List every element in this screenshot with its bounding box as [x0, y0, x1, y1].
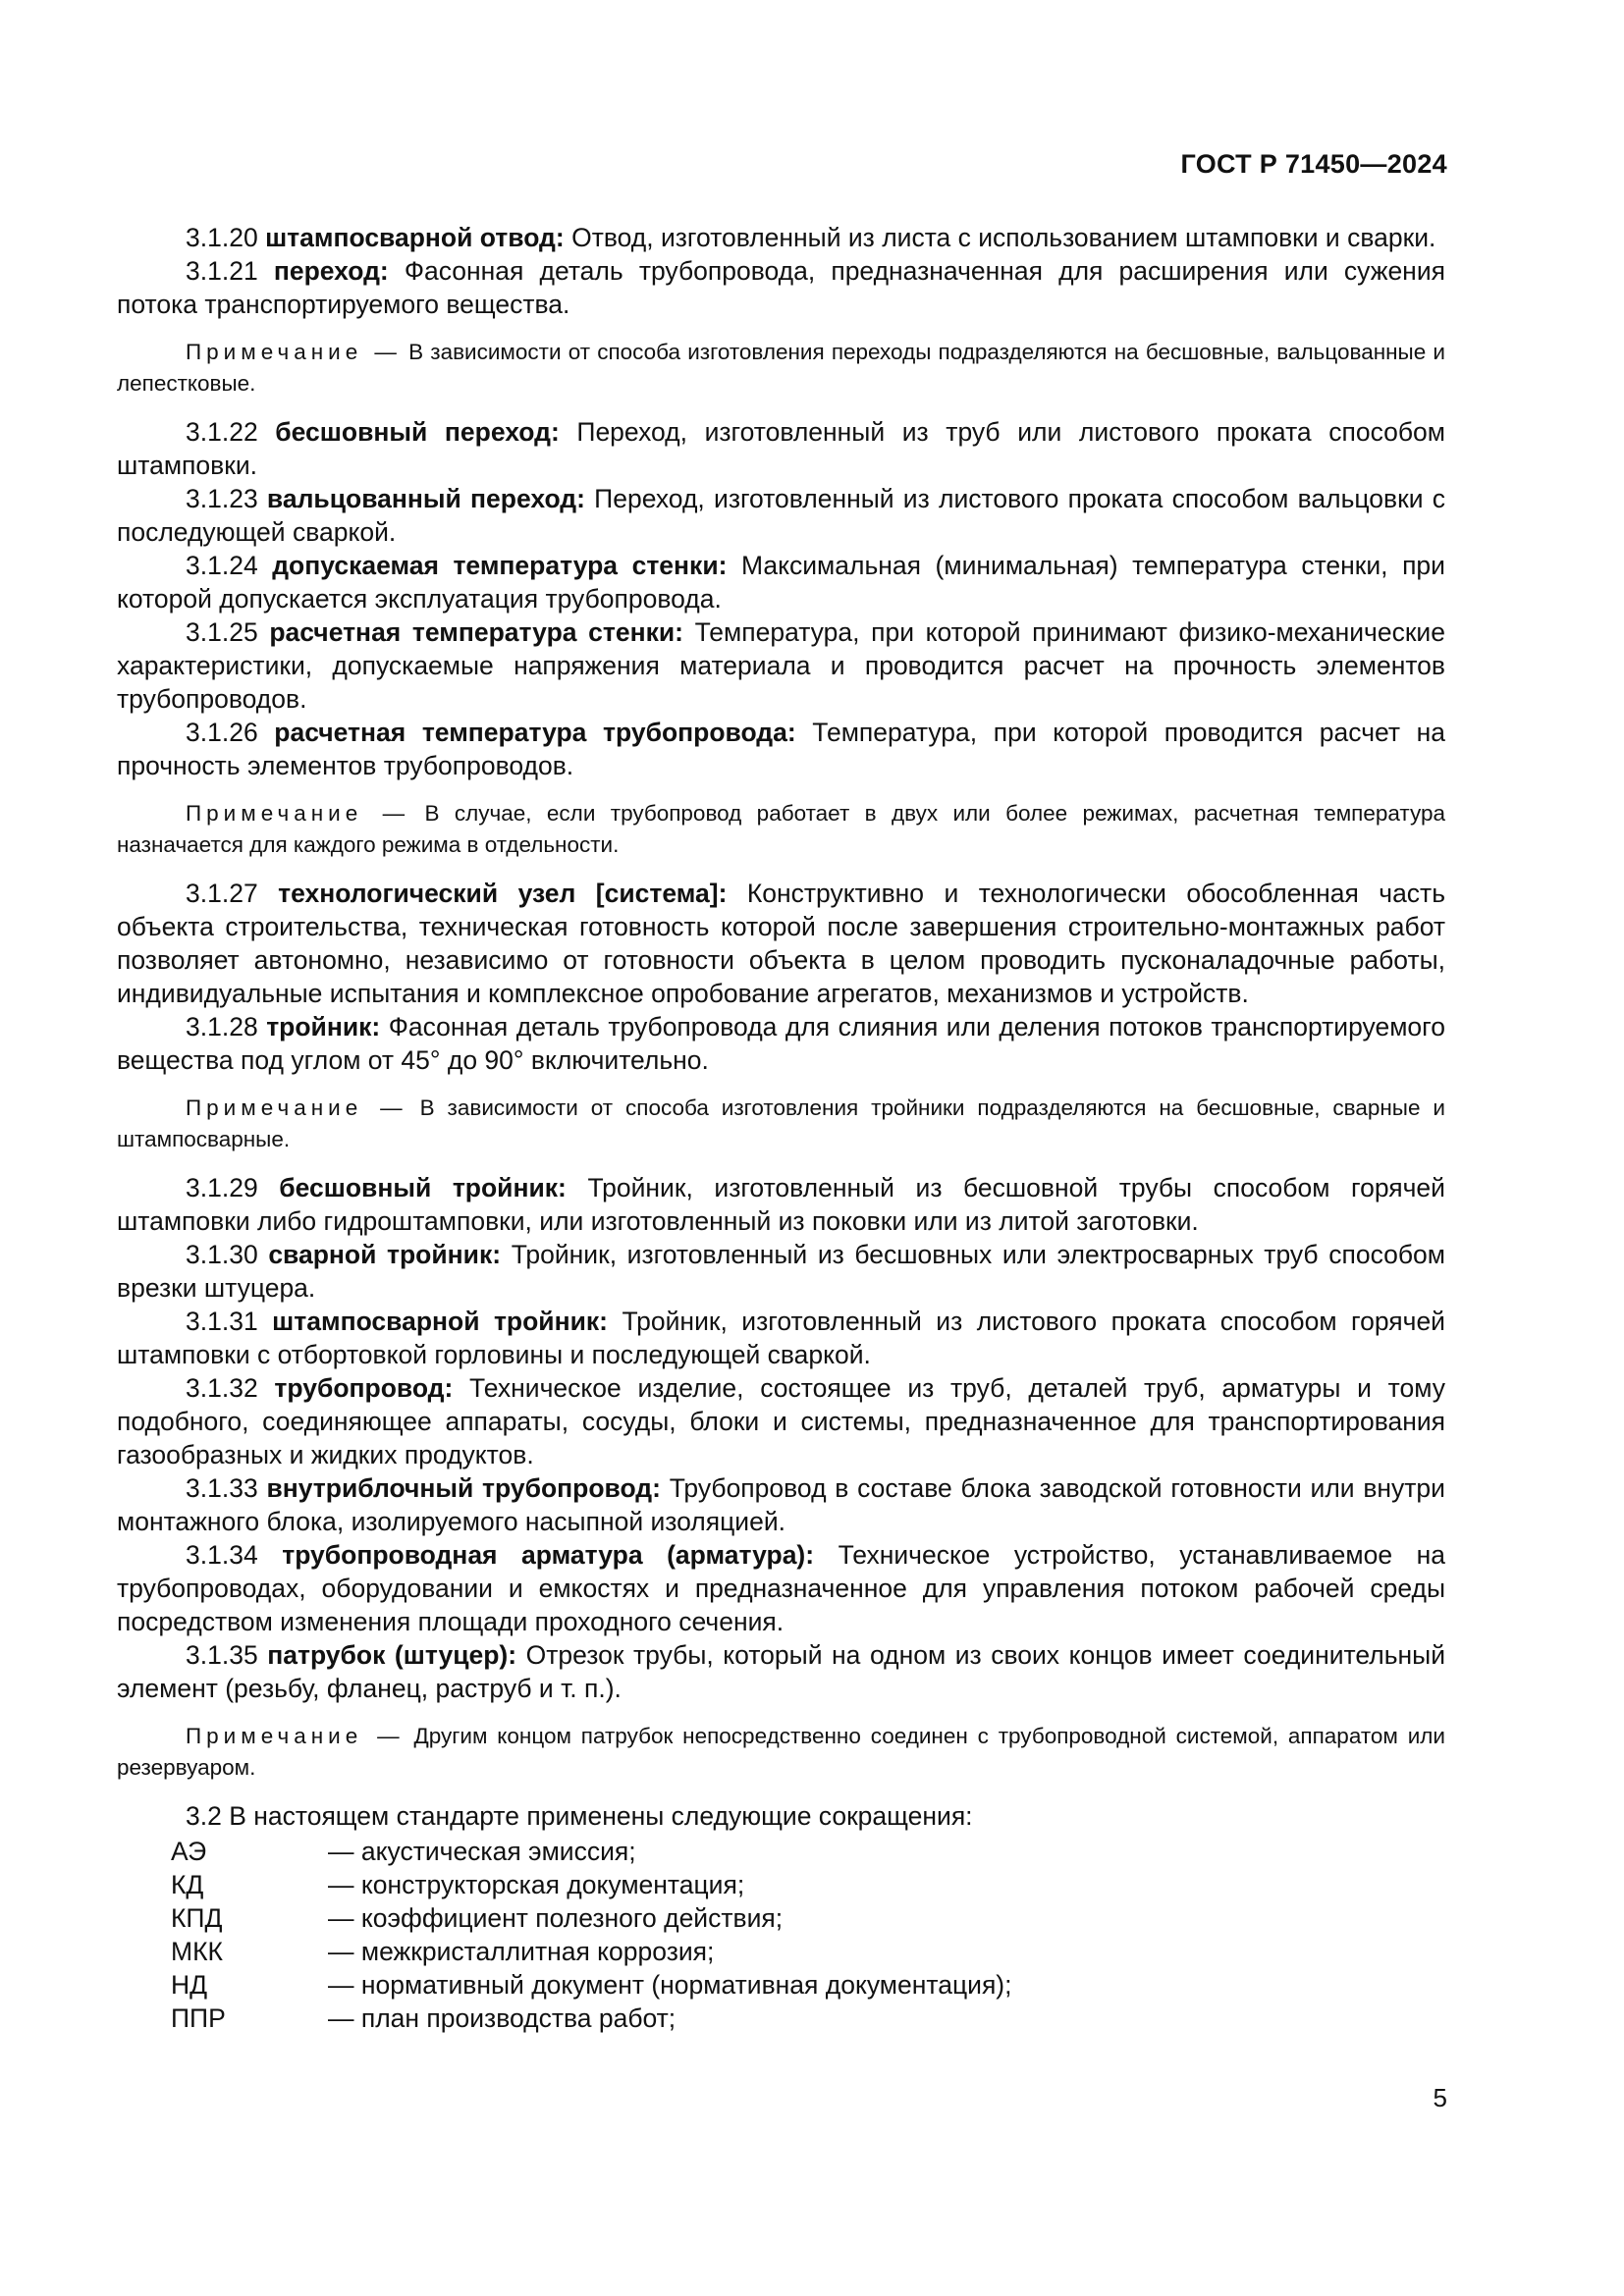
abbreviation-row: [171, 1901, 1445, 1935]
term-definition: Переход, изготовленный из листового проката способом вальцовки с последующей сваркой.: [117, 484, 1445, 547]
note-label: Примечание —: [186, 1724, 405, 1748]
note-nozzle: [117, 1721, 1445, 1784]
term-definition: Техническое изделие, состоящее из труб, деталей труб, арматуры и тому подобного, соединяющее аппараты, сосуды, блоки и системы, предназначенное для транспортирования газообразных и жидких продуктов.: [117, 1373, 1445, 1469]
term-number: 3.1.26: [186, 718, 258, 747]
term-number: 3.1.24: [186, 551, 258, 580]
term-number: 3.1.30: [186, 1240, 258, 1269]
abbreviation-row: [171, 1968, 1445, 2002]
abbreviation: ППР: [171, 2003, 226, 2033]
abbreviation-description: — акустическая эмиссия;: [328, 1837, 636, 1866]
abbreviation-description: — нормативный документ (нормативная документация);: [328, 1970, 1012, 2000]
term-3-1-20: [117, 221, 1445, 254]
abbreviation-description: — коэффициент полезного действия;: [328, 1903, 784, 1933]
note-label: Примечание —: [186, 1095, 407, 1120]
abbreviation-row: [171, 1835, 1445, 1868]
abbreviation: КПД: [171, 1903, 223, 1933]
term-3-1-25: [117, 615, 1445, 716]
term-3-1-30: [117, 1238, 1445, 1305]
term-name: трубопровод:: [274, 1373, 454, 1403]
term-number: 3.1.29: [186, 1173, 258, 1202]
note-label: Примечание —: [186, 340, 402, 364]
term-number: 3.1.20: [186, 223, 258, 252]
term-number: 3.1.27: [186, 879, 258, 908]
term-3-1-31: [117, 1305, 1445, 1371]
term-number: 3.1.35: [186, 1640, 258, 1670]
term-definition: Техническое устройство, устанавливаемое на трубопроводах, оборудовании и емкостях и предназначенное для управления потоком рабочей среды посредством изменения площади проходного сечения.: [117, 1540, 1445, 1636]
term-3-1-29: [117, 1171, 1445, 1238]
term-3-1-35: [117, 1638, 1445, 1705]
term-definition: Тройник, изготовленный из листового проката способом горячей штамповки с отбортовкой горловины и последующей сваркой.: [117, 1307, 1445, 1369]
document-code-header: ГОСТ Р 71450—2024: [1180, 149, 1447, 179]
term-number: 3.1.25: [186, 617, 258, 647]
term-definition: Тройник, изготовленный из бесшовной трубы способом горячей штамповки либо гидроштамповки, или изготовленный из поковки или из литой заготовки.: [117, 1173, 1445, 1236]
term-3-1-34: [117, 1538, 1445, 1638]
term-definition: Переход, изготовленный из труб или листового проката способом штамповки.: [117, 417, 1446, 480]
note-tees: [117, 1093, 1445, 1155]
note-transitions: [117, 337, 1445, 400]
term-number: 3.1.34: [186, 1540, 258, 1570]
abbreviations-list: [171, 1835, 1445, 2035]
term-definition: Трубопровод в составе блока заводской готовности или внутри монтажного блока, изолируемого насыпной изоляцией.: [117, 1473, 1445, 1536]
abbreviation-description: — межкристаллитная коррозия;: [328, 1937, 715, 1966]
abbreviation-row: [171, 2002, 1445, 2035]
abbreviation-description: — план производства работ;: [328, 2003, 677, 2033]
term-definition: Тройник, изготовленный из бесшовных или электросварных труб способом врезки штуцера.: [117, 1240, 1445, 1303]
abbreviation-row: [171, 1868, 1445, 1901]
abbreviation-description: — конструкторская документация;: [328, 1870, 745, 1899]
abbreviation: НД: [171, 1970, 208, 2000]
note-design-temperature: [117, 798, 1445, 861]
term-number: 3.1.32: [186, 1373, 258, 1403]
note-text: Другим концом патрубок непосредственно соединен с трубопроводной системой, аппаратом или резервуаром.: [117, 1724, 1445, 1780]
term-3-1-23: [117, 482, 1445, 549]
abbreviation-row: [171, 1935, 1445, 1968]
abbreviation: АЭ: [171, 1837, 207, 1866]
note-text: В зависимости от способа изготовления тройники подразделяются на бесшовные, сварные и штампосварные.: [117, 1095, 1445, 1151]
term-name: штампосварной отвод:: [265, 223, 565, 252]
note-label: Примечание —: [186, 801, 410, 826]
term-name: расчетная температура трубопровода:: [274, 718, 796, 747]
term-name: бесшовный тройник:: [279, 1173, 567, 1202]
term-3-1-27: [117, 877, 1445, 1010]
term-number: 3.1.31: [186, 1307, 258, 1336]
abbreviations-intro: 3.2 В настоящем стандарте применены следующие сокращения:: [186, 1801, 973, 1831]
term-3-1-32: [117, 1371, 1445, 1471]
term-definition: Температура, при которой принимают физико-механические характеристики, допускаемые напряжения материала и проводится расчет на прочность элементов трубопроводов.: [117, 617, 1445, 714]
term-definition: Максимальная (минимальная) температура стенки, при которой допускается эксплуатация трубопровода.: [117, 551, 1445, 614]
term-number: 3.1.28: [186, 1012, 258, 1041]
term-name: расчетная температура стенки:: [269, 617, 683, 647]
term-number: 3.1.33: [186, 1473, 258, 1503]
document-body: [117, 221, 1445, 2035]
note-text: В зависимости от способа изготовления переходы подразделяются на бесшовные, вальцованные и лепестковые.: [117, 340, 1445, 396]
term-name: трубопроводная арматура (арматура):: [282, 1540, 815, 1570]
note-text: В случае, если трубопровод работает в двух или более режимах, расчетная температура назначается для каждого режима в отдельности.: [117, 801, 1445, 857]
term-name: вальцованный переход:: [266, 484, 585, 513]
term-number: 3.1.23: [186, 484, 258, 513]
term-name: внутриблочный трубопровод:: [266, 1473, 661, 1503]
term-number: 3.1.22: [186, 417, 258, 447]
term-name: допускаемая температура стенки:: [272, 551, 728, 580]
term-name: бесшовный переход:: [275, 417, 560, 447]
term-3-1-21: [117, 254, 1445, 321]
term-name: сварной тройник:: [268, 1240, 502, 1269]
term-name: переход:: [273, 256, 389, 286]
term-name: тройник:: [266, 1012, 381, 1041]
term-name: штампосварной тройник:: [272, 1307, 608, 1336]
term-definition: Температура, при которой проводится расчет на прочность элементов трубопроводов.: [117, 718, 1445, 780]
term-3-1-28: [117, 1010, 1445, 1077]
term-3-1-22: [117, 415, 1445, 482]
term-3-1-24: [117, 549, 1445, 615]
page-number: 5: [1433, 2083, 1447, 2112]
term-definition: Отрезок трубы, который на одном из своих концов имеет соединительный элемент (резьбу, фланец, раструб и т. п.).: [117, 1640, 1445, 1703]
term-definition: Фасонная деталь трубопровода для слияния или деления потоков транспортируемого вещества под углом от 45° до 90° включительно.: [117, 1012, 1445, 1075]
abbreviation: МКК: [171, 1937, 223, 1966]
term-name: патрубок (штуцер):: [267, 1640, 517, 1670]
term-definition: Конструктивно и технологически обособленная часть объекта строительства, техническая готовность которой после завершения строительно-монтажных работ позволяет автономно, независимо от готовности объекта в целом проводить пусконаладочные работы, индивидуальные испытания и комплексное опробование агрегатов, механизмов и устройств.: [117, 879, 1446, 1008]
term-definition: Фасонная деталь трубопровода, предназначенная для расширения или сужения потока транспортируемого вещества.: [117, 256, 1445, 319]
term-3-1-33: [117, 1471, 1445, 1538]
term-number: 3.1.21: [186, 256, 258, 286]
abbreviation: КД: [171, 1870, 204, 1899]
term-name: технологический узел [система]:: [278, 879, 728, 908]
term-definition: Отвод, изготовленный из листа с использованием штамповки и сварки.: [571, 223, 1436, 252]
term-3-1-26: [117, 716, 1445, 782]
